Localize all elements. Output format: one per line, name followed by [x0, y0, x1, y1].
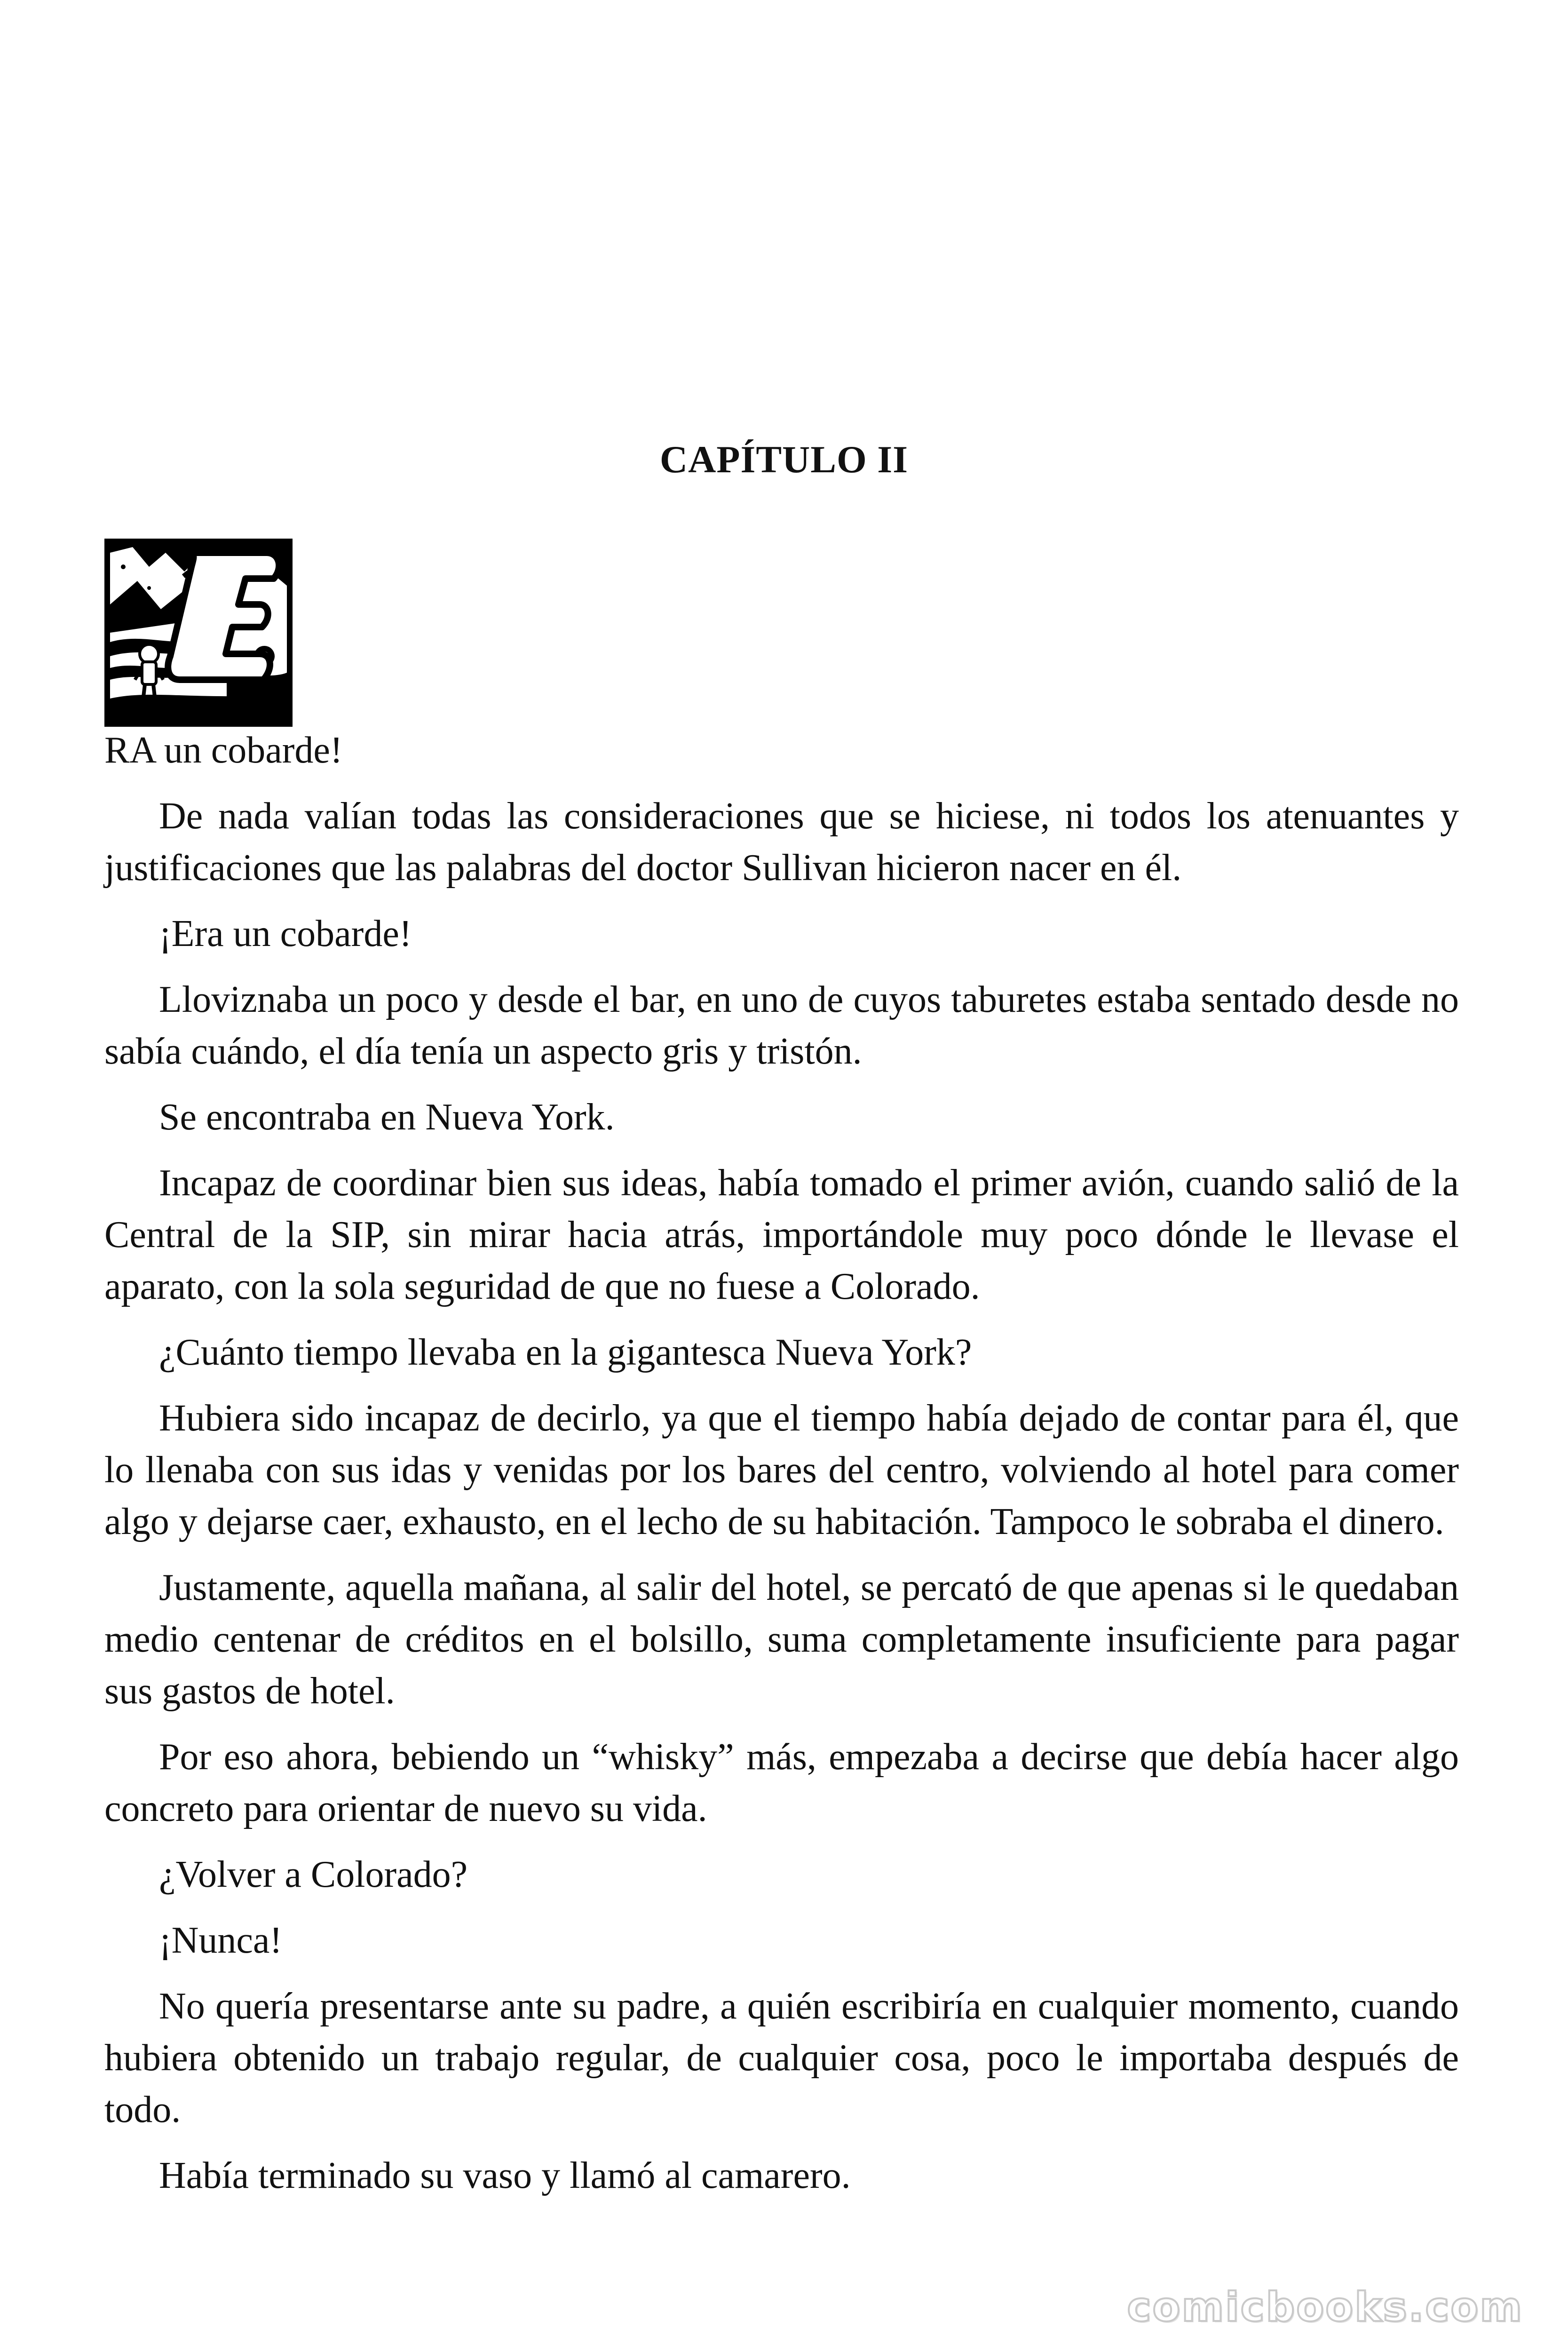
- paragraph: Había terminado su vaso y llamó al camarero.: [159, 2155, 851, 2196]
- paragraph: Se encontraba en Nueva York.: [159, 1097, 615, 1138]
- paragraph: De nada valían todas las consideraciones que se hiciese, ni todos los atenuantes y justificaciones que las palabras del doctor Sullivan hicieron nacer en él.: [104, 795, 1459, 889]
- paragraph: ¿Volver a Colorado?: [159, 1854, 468, 1895]
- paragraph: ¿Cuánto tiempo llevaba en la gigantesca Nueva York?: [159, 1332, 972, 1373]
- paragraph: RA un cobarde!: [104, 730, 343, 771]
- paragraph: Justamente, aquella mañana, al salir del hotel, se percató de que apenas si le quedaban medio centenar de créditos en el bolsillo, suma completamente insuficiente para pagar sus gastos de hotel.: [104, 1567, 1459, 1712]
- paragraph: Incapaz de coordinar bien sus ideas, había tomado el primer avión, cuando salió de la Central de la SIP, sin mirar hacia atrás, importándole muy poco dónde le llevase el aparato, con la sola seguridad de que no fuese a Colorado.: [104, 1162, 1459, 1307]
- paragraph: ¡Nunca!: [159, 1920, 283, 1961]
- paragraph: Hubiera sido incapaz de decirlo, ya que el tiempo había dejado de contar para él, que lo llenaba con sus idas y venidas por los bares del centro, volviendo al hotel para comer algo y dejarse caer, exhausto, en el lecho de su habitación. Tampoco le sobraba el dinero.: [104, 1398, 1459, 1542]
- paragraph: ¡Era un cobarde!: [159, 913, 412, 954]
- watermark: comicbooks.com: [1127, 2284, 1523, 2331]
- chapter-title: CAPÍTULO II: [659, 438, 909, 481]
- paragraph: Lloviznaba un poco y desde el bar, en uno de cuyos taburetes estaba sentado desde no sabía cuándo, el día tenía un aspecto gris y tristón.: [104, 979, 1459, 1072]
- chapter-body: [104, 724, 1459, 2216]
- paragraph: Por eso ahora, bebiendo un “whisky” más, empezaba a decirse que debía hacer algo concreto para orientar de nuevo su vida.: [104, 1736, 1459, 1829]
- paragraph: No quería presentarse ante su padre, a quién escribiría en cualquier momento, cuando hubiera obtenido un trabajo regular, de cualquier cosa, poco le importaba después de todo.: [104, 1986, 1459, 2130]
- drop-cap-illustration: [104, 539, 293, 727]
- illustrated-drop-cap-letter-e-with-astronaut: [104, 539, 293, 727]
